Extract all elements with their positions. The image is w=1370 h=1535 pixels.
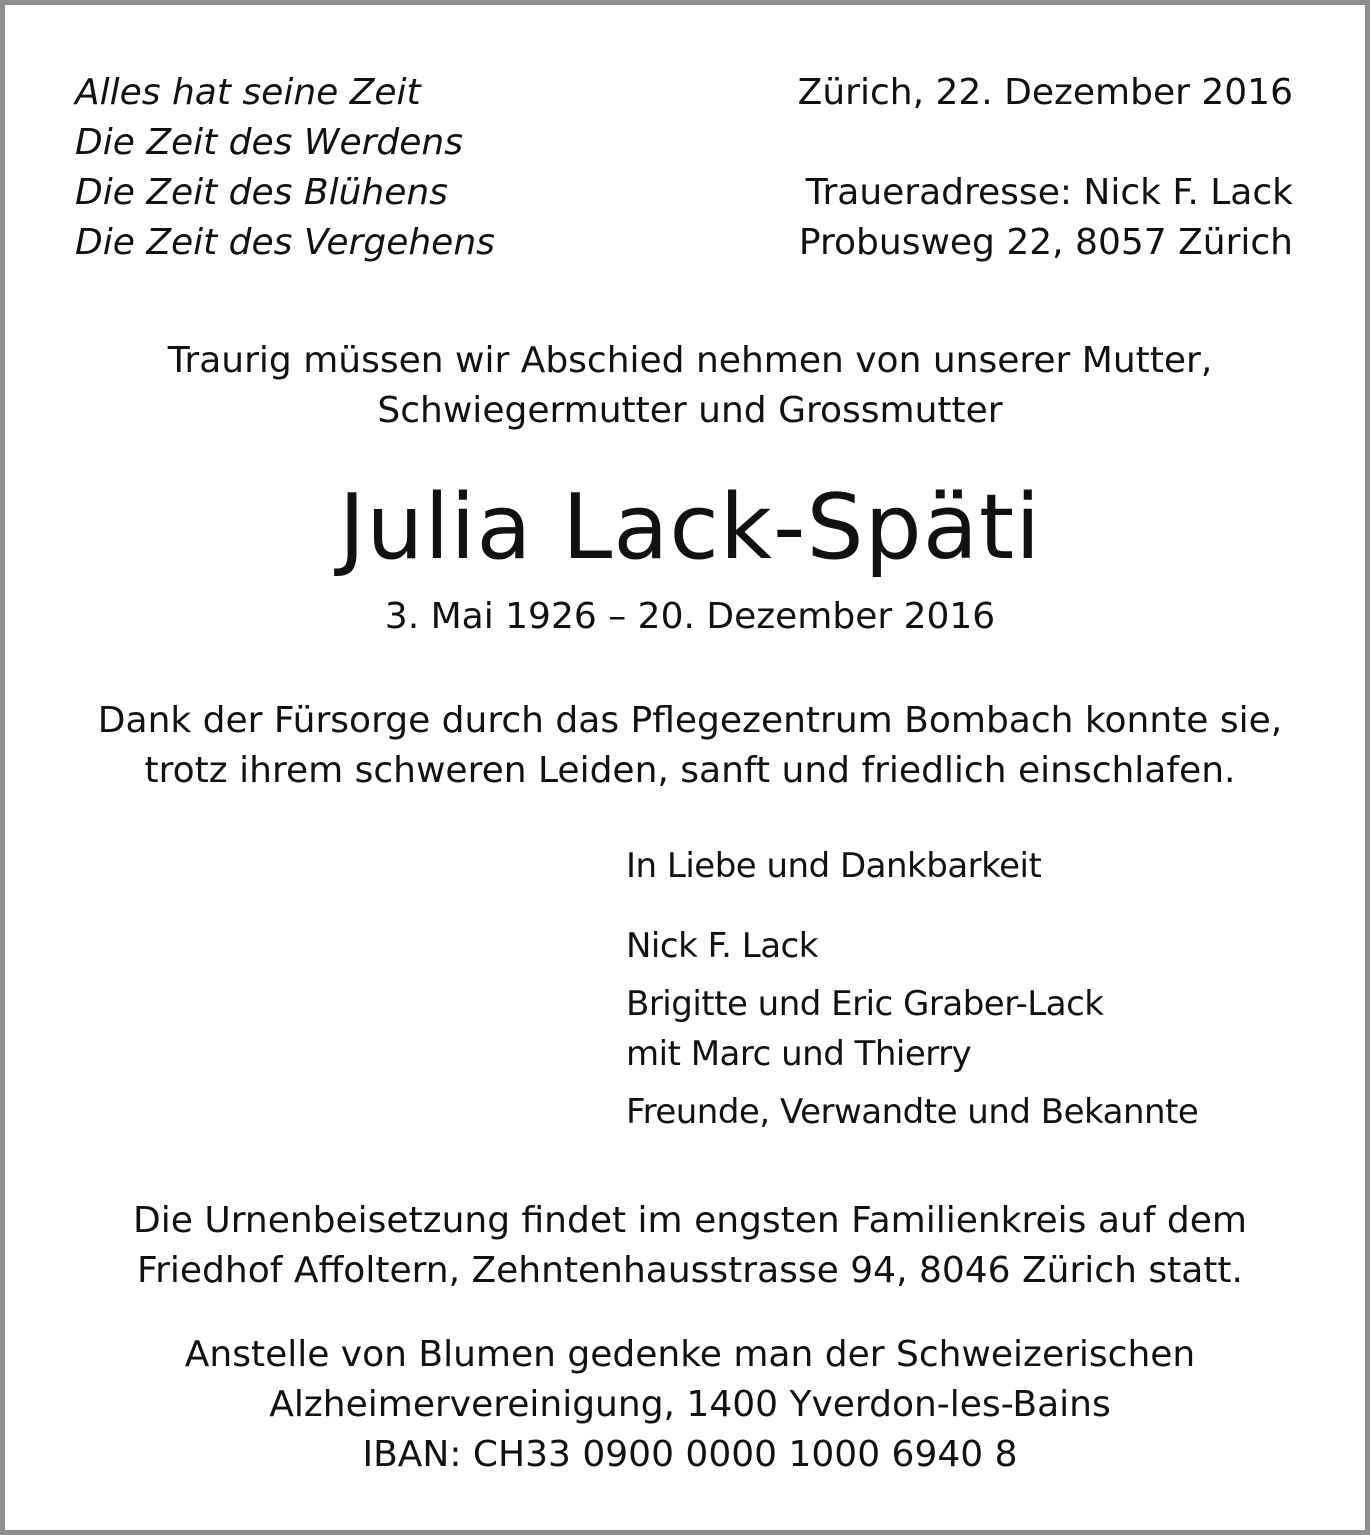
poem [75, 73, 495, 273]
donation-iban: IBAN: CH33 0900 0000 1000 6940 8 [362, 1434, 1018, 1475]
mourning-address-line-2: Probusweg 22, 8057 Zürich [798, 222, 1293, 263]
poem-line: Alles hat seine Zeit [75, 72, 421, 113]
poem-line: Die Zeit des Vergehens [75, 222, 495, 263]
mourning-address-line-1: Traueradresse: Nick F. Lack [805, 172, 1293, 213]
burial-notice [5, 1201, 1370, 1301]
mourners-block [626, 846, 1198, 1142]
mourner-name: mit Marc und Thierry [626, 1034, 972, 1074]
donation-line-1: Anstelle von Blumen gedenke man der Schweizerischen [184, 1334, 1196, 1375]
poem-line: Die Zeit des Werdens [75, 122, 464, 163]
intro-line-1: Traurig müssen wir Abschied nehmen von unserer Mutter, [167, 340, 1213, 381]
closing-phrase: In Liebe und Dankbarkeit [626, 846, 1042, 886]
care-line-2: trotz ihrem schweren Leiden, sanft und friedlich einschlafen. [144, 750, 1236, 791]
header-block [798, 73, 1293, 273]
spacer [798, 123, 1293, 173]
mourner-name: Brigitte und Eric Graber-Lack [626, 984, 1104, 1024]
care-line-1: Dank der Fürsorge durch das Pflegezentrum Bombach konnte sie, [97, 700, 1283, 741]
deceased-name: Julia Lack-Späti [338, 475, 1042, 580]
burial-line-1: Die Urnenbeisetzung findet im engsten Familienkreis auf dem [133, 1200, 1247, 1241]
donation-notice [5, 1335, 1370, 1485]
poem-line: Die Zeit des Blühens [75, 172, 448, 213]
care-text [5, 701, 1370, 801]
mourner-name: Freunde, Verwandte und Bekannte [626, 1092, 1199, 1132]
mourner-name: Nick F. Lack [626, 926, 818, 966]
life-dates: 3. Mai 1926 – 20. Dezember 2016 [384, 596, 996, 637]
burial-line-2: Friedhof Affoltern, Zehntenhausstrasse 94, 8046 Zürich statt. [137, 1250, 1243, 1291]
intro-line-2: Schwiegermutter und Grossmutter [377, 390, 1003, 431]
intro-text [5, 341, 1370, 441]
donation-line-2: Alzheimervereinigung, 1400 Yverdon-les-Bains [269, 1384, 1111, 1425]
place-date: Zürich, 22. Dezember 2016 [797, 72, 1293, 113]
